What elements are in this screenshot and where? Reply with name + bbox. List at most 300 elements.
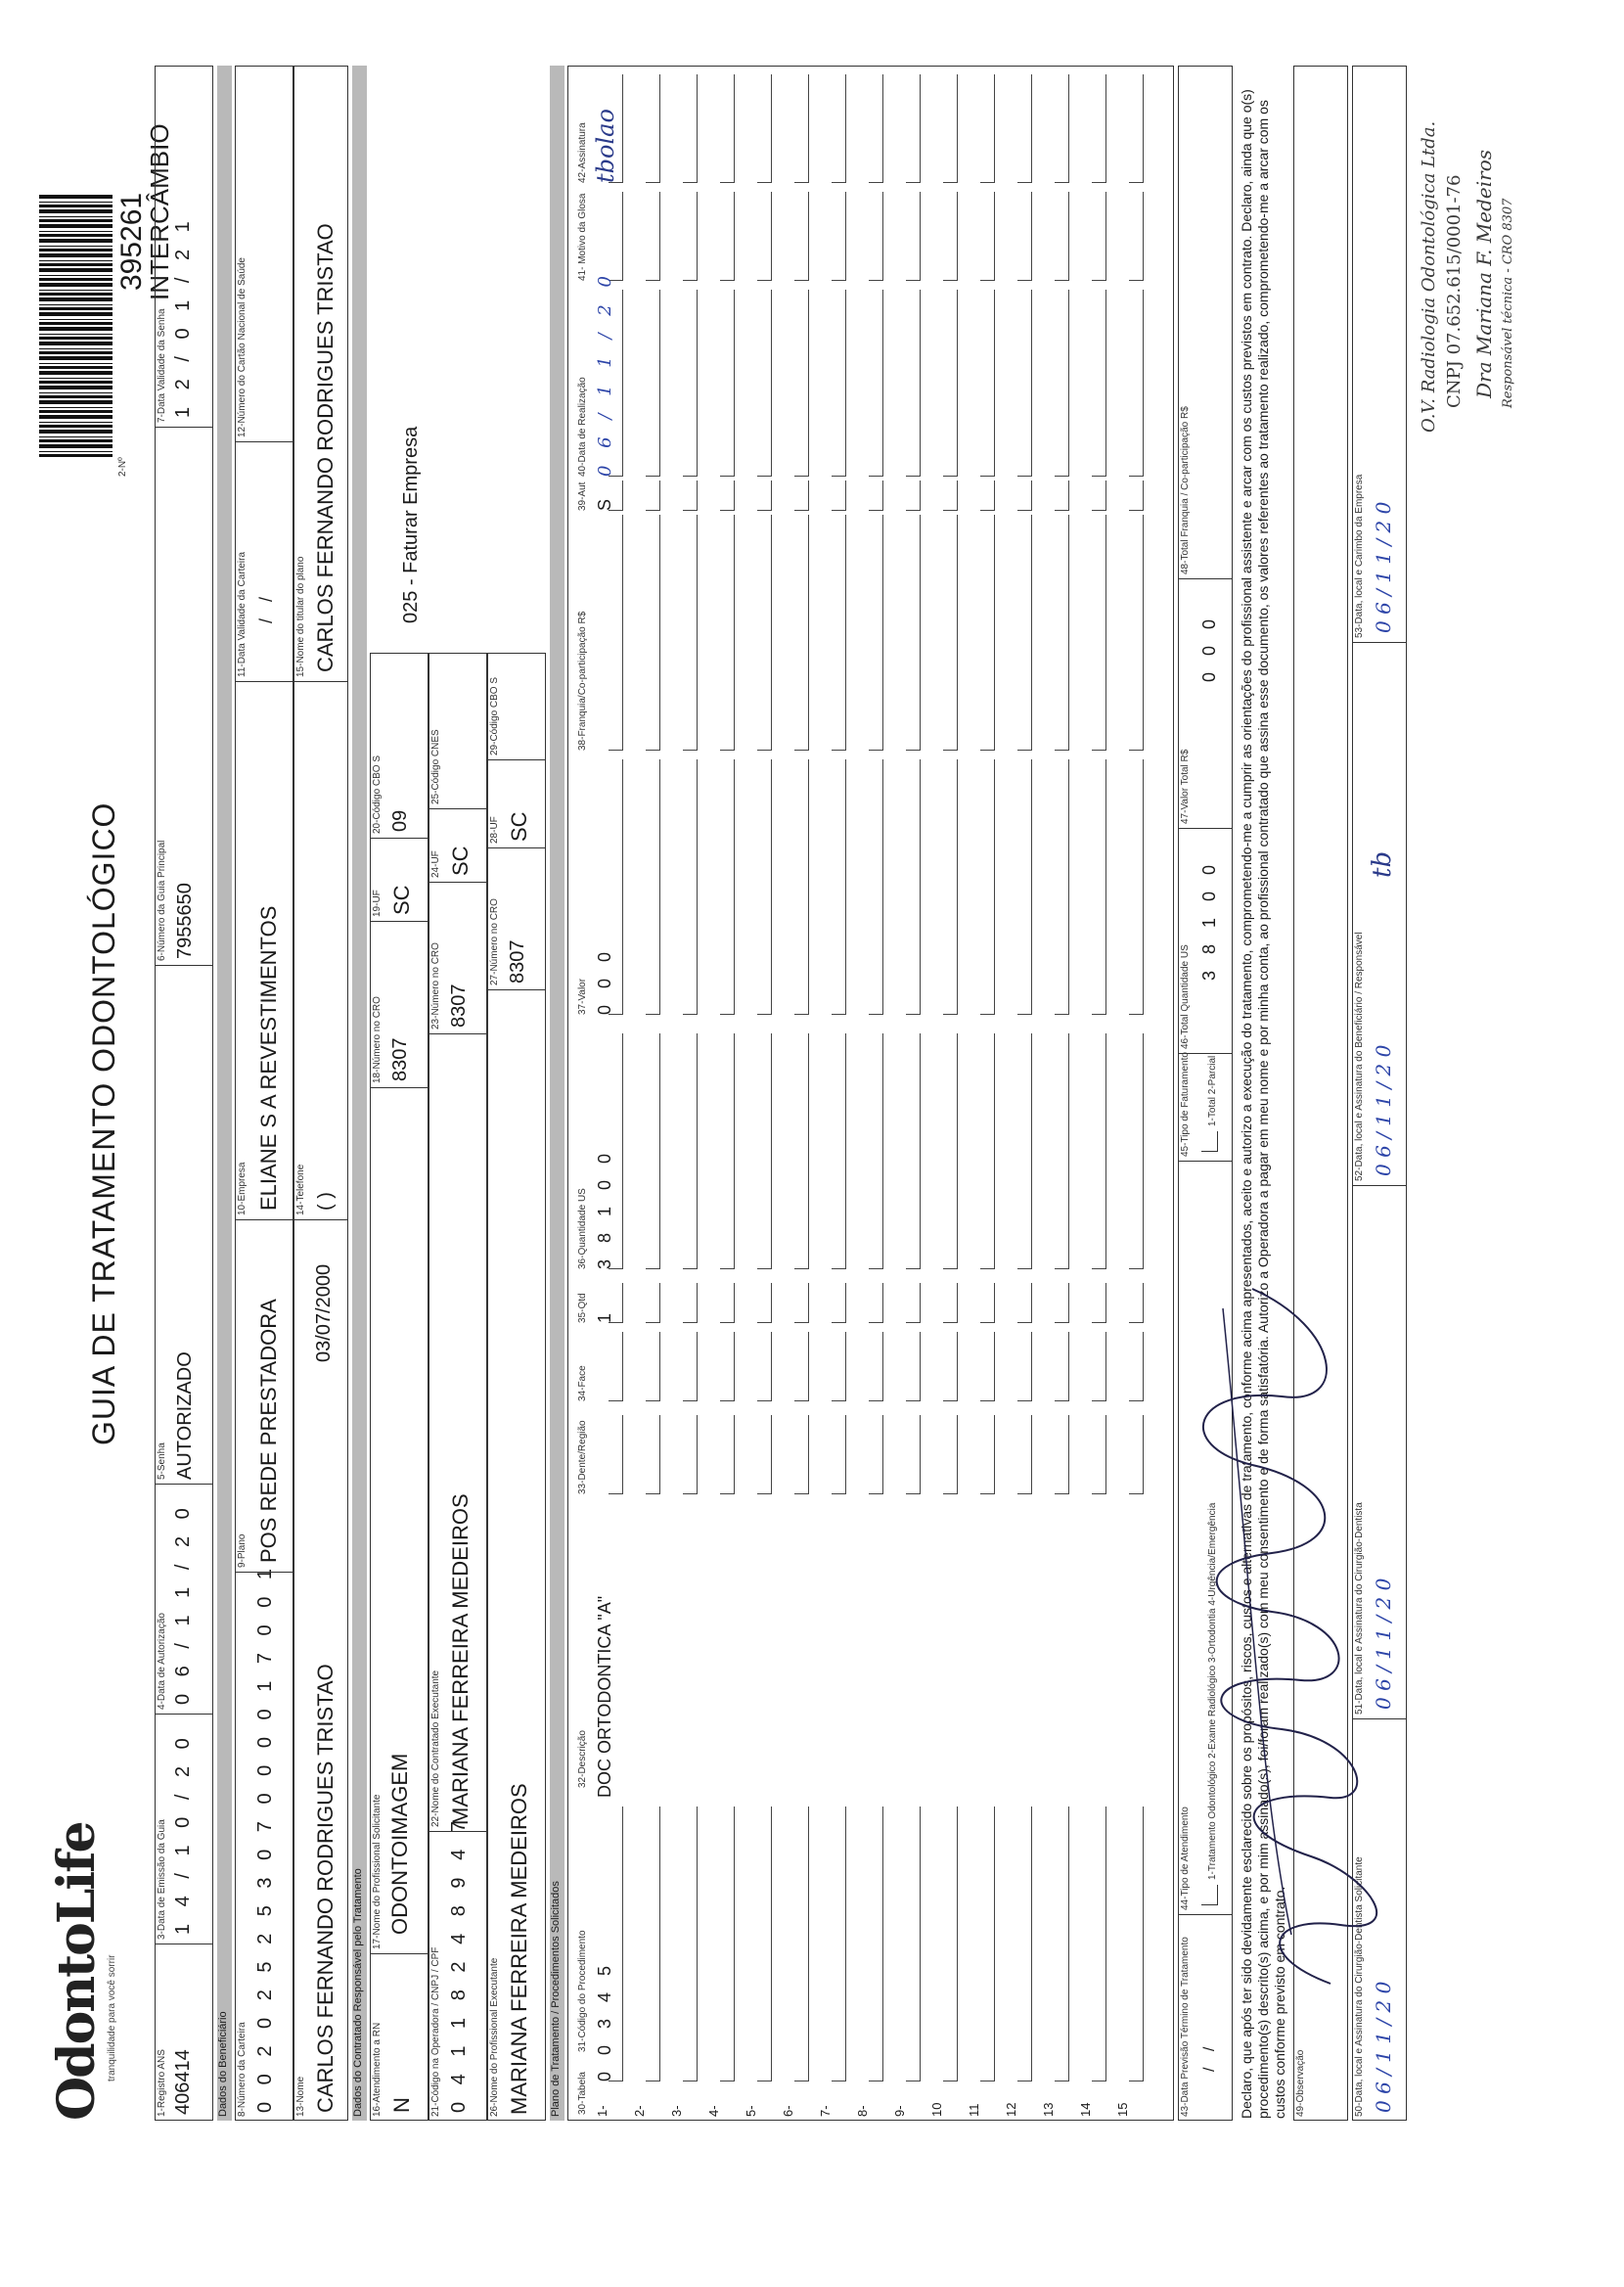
entry-cell[interactable] — [943, 192, 958, 281]
entry-cell[interactable] — [683, 1283, 698, 1323]
entry-cell[interactable] — [609, 192, 623, 281]
entry-cell[interactable] — [1129, 74, 1144, 183]
entry-cell[interactable] — [869, 290, 883, 477]
field-16-rn: N — [389, 2097, 414, 2113]
field-13-name: CARLOS FERNANDO RODRIGUES TRISTAO — [313, 1664, 338, 2113]
entry-cell[interactable] — [794, 1415, 809, 1494]
divider — [429, 1831, 487, 1832]
col-39-header: 39-Aut — [577, 481, 588, 511]
divider — [293, 1219, 348, 1220]
entry-cell[interactable] — [646, 759, 660, 1015]
row-number: 12 — [1004, 2102, 1018, 2117]
field-18-label: 18-Número no CRO — [372, 996, 383, 1083]
row-number: 11 — [967, 2103, 981, 2117]
field-8-label: 8-Número da Carteira — [237, 2022, 248, 2117]
declaration-text: Declaro, que após ter sido devidamente esclarecido sobre os propósitos, riscos, custos e alternativas de tratamento, conforme acima apresentados, aceito e autorizo a execução do tratamento, comprometendo-me a cumprir as orientações do profissional assistente e arcar com os custos previstos em contrato. Declaro, ainda que o(s) procedimento(s) descrito(s) acima, e por mim assinado(s), foi/foram realizado(s) com meu consentimento e de forma satisfatória. Autorizo a Operadora a pagar em meu nome e por minha conta, ao profissional contratado que assina esse documento, os valores referentes ao tratamento realizado, comprometendo-me a arcar com os custos conforme previsto em contrato. — [1239, 89, 1287, 2119]
entry-cell[interactable] — [1092, 1033, 1106, 1269]
entry-cell[interactable] — [720, 1283, 735, 1323]
entry-cell[interactable] — [646, 1415, 660, 1494]
field-51-date: 0 6 / 1 1 / 2 0 — [1372, 1578, 1395, 1710]
field-3-emission-date: 1 4 / 1 0 / 2 0 — [172, 1732, 194, 1935]
entry-cell[interactable] — [757, 290, 772, 477]
row-number: 7- — [818, 2105, 833, 2117]
entry-cell[interactable] — [906, 1415, 921, 1494]
field-18-cro: 8307 — [389, 1037, 411, 1081]
entry-cell[interactable] — [794, 480, 809, 511]
col-41-header: 41- Motivo da Glosa — [577, 193, 588, 281]
entry-cell[interactable] — [832, 1033, 846, 1269]
entry-cell[interactable] — [832, 74, 846, 183]
entry-cell[interactable] — [906, 74, 921, 183]
entry-cell[interactable] — [1055, 515, 1069, 751]
entry-cell[interactable] — [683, 1807, 698, 2081]
procedure-qty: 1 — [595, 1312, 614, 1323]
entry-cell[interactable] — [794, 759, 809, 1015]
entry-cell[interactable] — [906, 290, 921, 477]
company-stamp-line-1: O.V. Radiologia Odontológica Ltda. — [1419, 120, 1439, 433]
logo-tagline: tranquilidade para você sorrir — [107, 1954, 117, 2081]
entry-cell[interactable] — [757, 515, 772, 751]
entry-cell[interactable] — [832, 1807, 846, 2081]
entry-cell[interactable] — [646, 1033, 660, 1269]
row-number: 9- — [892, 2105, 907, 2117]
entry-cell[interactable] — [832, 290, 846, 477]
divider — [293, 681, 348, 682]
entry-cell[interactable] — [720, 1415, 735, 1494]
entry-cell[interactable] — [832, 480, 846, 511]
procedure-date: 0 6 / 1 1 / 2 0 — [595, 270, 615, 477]
field-28-uf: SC — [507, 811, 531, 842]
field-23-label: 23-Número no CRO — [430, 942, 441, 1029]
field-14-label: 14-Telefone — [295, 1164, 306, 1215]
col-36-header: 36-Quantidade US — [577, 1188, 588, 1269]
entry-cell[interactable] — [1055, 1283, 1069, 1323]
field-44-options: 1-Tratamento Odontológico 2-Exame Radiológico 3-Ortodontia 4-Urgência/Emergência — [1207, 1502, 1218, 1880]
entry-cell[interactable] — [1092, 74, 1106, 183]
field-43-label: 43-Data Previsão Término de Tratamento — [1180, 1937, 1191, 2117]
col-34-header: 34-Face — [577, 1365, 588, 1401]
field-22-executor-name: MARIANA FERREIRA MEDEIROS — [448, 1493, 473, 1825]
field-12-label: 12-Número do Cartão Nacional de Saúde — [237, 257, 248, 437]
entry-cell[interactable] — [943, 1807, 958, 2081]
entry-cell[interactable] — [1129, 192, 1144, 281]
entry-cell[interactable] — [832, 759, 846, 1015]
entry-cell[interactable] — [1092, 1807, 1106, 2081]
divider — [1178, 1161, 1233, 1162]
row-number: 14 — [1078, 2102, 1093, 2117]
col-30-header: 30-Tabela — [577, 2072, 588, 2115]
entry-cell[interactable] — [1017, 1807, 1032, 2081]
entry-cell[interactable] — [1092, 192, 1106, 281]
entry-cell[interactable] — [683, 515, 698, 751]
field-49-label: 49-Observação — [1295, 2049, 1306, 2117]
entry-cell[interactable] — [720, 192, 735, 281]
field-25-label: 25-Código CNES — [430, 729, 441, 804]
field-20-cbo: 09 — [389, 809, 411, 832]
entry-cell[interactable] — [1055, 1807, 1069, 2081]
entry-cell[interactable] — [757, 1807, 772, 2081]
entry-cell[interactable] — [980, 74, 995, 183]
entry-cell[interactable] — [832, 1283, 846, 1323]
entry-cell[interactable] — [609, 1332, 623, 1401]
field-27-cro: 8307 — [507, 939, 528, 983]
entry-cell[interactable] — [943, 1415, 958, 1494]
divider — [1178, 1053, 1233, 1054]
entry-cell[interactable] — [720, 290, 735, 477]
entry-cell[interactable] — [906, 1332, 921, 1401]
entry-cell[interactable] — [1129, 480, 1144, 511]
field-5-password: AUTORIZADO — [174, 1351, 196, 1480]
entry-cell[interactable] — [794, 515, 809, 751]
field-24-uf: SC — [448, 846, 473, 876]
col-33-header: 33-Dente/Região — [577, 1420, 588, 1494]
field-46-label: 46-Total Quantidade US — [1180, 944, 1191, 1049]
section-beneficiary: Dados do Beneficiário — [217, 66, 232, 2121]
entry-cell[interactable] — [646, 1807, 660, 2081]
field-9-label: 9-Plano — [237, 1533, 248, 1568]
col-35-header: 35-Qtd — [577, 1293, 588, 1323]
entry-cell[interactable] — [980, 192, 995, 281]
entry-cell[interactable] — [757, 74, 772, 183]
entry-cell[interactable] — [869, 192, 883, 281]
field-52-date: 0 6 / 1 1 / 2 0 — [1372, 1044, 1395, 1176]
entry-cell[interactable] — [683, 290, 698, 477]
entry-cell[interactable] — [683, 1332, 698, 1401]
entry-cell[interactable] — [646, 290, 660, 477]
entry-cell[interactable] — [646, 515, 660, 751]
entry-cell[interactable] — [794, 290, 809, 477]
field-5-label: 5-Senha — [157, 1442, 167, 1480]
entry-cell[interactable] — [1129, 515, 1144, 751]
field-10-company: ELIANE S A REVESTIMENTOS — [256, 905, 281, 1211]
field-19-label: 19-UF — [372, 890, 383, 917]
guide-type: INTERCÂMBIO — [145, 123, 174, 300]
divider — [1352, 1185, 1407, 1186]
entry-cell[interactable] — [720, 74, 735, 183]
entry-cell[interactable] — [869, 1807, 883, 2081]
entry-cell[interactable] — [980, 1283, 995, 1323]
field-15-label: 15-Nome do titular do plano — [295, 556, 306, 677]
field-9-plan: POS REDE PRESTADORA — [256, 1299, 281, 1563]
entry-cell[interactable] — [869, 1415, 883, 1494]
col-40-header: 40-Data de Realização — [577, 377, 588, 477]
field-16-label: 16-Atendimento a RN — [372, 2022, 383, 2117]
entry-cell[interactable] — [720, 759, 735, 1015]
logo — [47, 1822, 125, 2121]
entry-cell[interactable] — [832, 192, 846, 281]
divider — [155, 965, 213, 966]
entry-cell[interactable] — [980, 759, 995, 1015]
entry-cell[interactable] — [1017, 515, 1032, 751]
divider — [235, 441, 293, 442]
entry-cell[interactable] — [757, 1283, 772, 1323]
entry-cell[interactable] — [720, 1332, 735, 1401]
row-number: 6- — [781, 2105, 795, 2117]
field-45-options: 1-Total 2-Parcial — [1207, 1055, 1218, 1126]
entry-cell[interactable] — [794, 1332, 809, 1401]
field-10-label: 10-Empresa — [237, 1162, 248, 1215]
divider — [370, 838, 429, 839]
field-11-label: 11-Data Validade da Carteira — [237, 551, 248, 677]
entry-cell[interactable] — [943, 759, 958, 1015]
field-6-label: 6-Número da Guia Principal — [157, 840, 167, 961]
entry-cell[interactable] — [980, 1415, 995, 1494]
entry-cell[interactable] — [1092, 1415, 1106, 1494]
entry-cell[interactable] — [906, 1807, 921, 2081]
entry-cell[interactable] — [683, 1033, 698, 1269]
field-21-operator-code: 0 4 1 1 8 2 4 8 9 4 7 — [448, 1815, 470, 2113]
entry-cell[interactable] — [1017, 759, 1032, 1015]
entry-cell[interactable] — [1092, 480, 1106, 511]
divider — [370, 1953, 429, 1954]
divider — [370, 1087, 429, 1088]
field-44-label: 44-Tipo de Atendimento — [1180, 1807, 1191, 1910]
divider — [1352, 642, 1407, 643]
entry-cell[interactable] — [720, 1033, 735, 1269]
field-50-label: 50-Data, local e Assinatura do Cirurgião-Dentista Solicitante — [1354, 1856, 1365, 2117]
entry-cell[interactable] — [832, 1332, 846, 1401]
field-27-label: 27-Número no CRO — [489, 898, 500, 985]
entry-cell[interactable] — [1092, 515, 1106, 751]
entry-cell[interactable] — [980, 515, 995, 751]
divider — [487, 989, 546, 990]
entry-cell[interactable] — [720, 1807, 735, 2081]
field-47-total-value: 0 0 0 — [1199, 613, 1219, 682]
entry-cell[interactable] — [1092, 1332, 1106, 1401]
entry-cell[interactable] — [1092, 1283, 1106, 1323]
page-title: GUIA DE TRATAMENTO ODONTOLÓGICO — [86, 801, 121, 1445]
field-13-label: 13-Nome — [295, 2076, 306, 2117]
entry-cell[interactable] — [794, 1283, 809, 1323]
entry-cell[interactable] — [646, 74, 660, 183]
entry-cell[interactable] — [757, 192, 772, 281]
field-45-checkbox[interactable] — [1201, 1131, 1218, 1152]
entry-cell[interactable] — [869, 1033, 883, 1269]
entry-cell[interactable] — [1017, 192, 1032, 281]
entry-cell[interactable] — [1055, 290, 1069, 477]
entry-cell[interactable] — [832, 515, 846, 751]
entry-cell[interactable] — [943, 290, 958, 477]
row-number: 13 — [1041, 2102, 1056, 2117]
entry-cell[interactable] — [943, 1283, 958, 1323]
col-32-header: 32-Descrição — [577, 1730, 588, 1788]
company-stamp-line-4: Responsável técnica - CRO 8307 — [1501, 198, 1515, 408]
entry-cell[interactable] — [1017, 1415, 1032, 1494]
field-7-password-validity: 1 2 / 0 1 / 2 1 — [172, 215, 194, 418]
row-number: 15 — [1115, 2102, 1130, 2117]
field-1-ans: 406414 — [172, 2049, 194, 2115]
entry-cell[interactable] — [794, 74, 809, 183]
entry-cell[interactable] — [1055, 480, 1069, 511]
entry-cell[interactable] — [609, 1415, 623, 1494]
entry-cell[interactable] — [1092, 759, 1106, 1015]
field-14-phone: ( ) — [315, 1192, 337, 1211]
field-7-label: 7-Data Validade da Senha — [157, 308, 167, 423]
field-29-label: 29-Código CBO S — [489, 676, 500, 755]
entry-cell[interactable] — [757, 480, 772, 511]
divider — [429, 808, 487, 809]
entry-cell[interactable] — [646, 480, 660, 511]
field-51-label: 51-Data, local e Assinatura do Cirurgião-Dentista — [1354, 1502, 1365, 1715]
procedure-description: DOC ORTODONTICA "A" — [595, 1595, 614, 1798]
entry-cell[interactable] — [683, 759, 698, 1015]
entry-cell[interactable] — [869, 759, 883, 1015]
entry-cell[interactable] — [980, 290, 995, 477]
entry-cell[interactable] — [869, 1283, 883, 1323]
entry-cell[interactable] — [683, 74, 698, 183]
divider — [235, 681, 293, 682]
field-4-label: 4-Data de Autorização — [157, 1613, 167, 1710]
entry-cell[interactable] — [646, 192, 660, 281]
entry-cell[interactable] — [943, 74, 958, 183]
field-11-card-validity: / / — [256, 590, 276, 623]
row-number: 3- — [669, 2105, 684, 2117]
entry-cell[interactable] — [1017, 290, 1032, 477]
patient-signature — [1135, 1230, 1389, 1993]
beneficiary-initials: tb — [1368, 850, 1397, 878]
divider — [155, 427, 213, 428]
field-24-label: 24-UF — [430, 850, 441, 878]
entry-cell[interactable] — [757, 759, 772, 1015]
entry-cell[interactable] — [683, 1415, 698, 1494]
entry-cell[interactable] — [869, 74, 883, 183]
divider — [235, 1572, 293, 1573]
entry-cell[interactable] — [906, 192, 921, 281]
entry-cell[interactable] — [980, 1807, 995, 2081]
entry-cell[interactable] — [683, 192, 698, 281]
logo-text: OdontoLife — [47, 1822, 107, 2121]
col-31-header: 31-Código do Procedimento — [577, 1930, 588, 2052]
entry-cell[interactable] — [646, 1332, 660, 1401]
divider — [370, 921, 429, 922]
entry-cell[interactable] — [1055, 192, 1069, 281]
entry-cell[interactable] — [943, 1332, 958, 1401]
procedure-us: 3 8 1 0 0 — [595, 1147, 614, 1269]
entry-cell[interactable] — [906, 1033, 921, 1269]
row-number: 1- — [595, 2105, 609, 2117]
entry-cell[interactable] — [1055, 1033, 1069, 1269]
entry-cell[interactable] — [757, 1033, 772, 1269]
divider — [487, 759, 546, 760]
entry-cell[interactable] — [832, 1415, 846, 1494]
guide-number: 395261 — [115, 192, 148, 291]
field-47-label: 47-Valor Total R$ — [1180, 749, 1191, 824]
field-50-date: 0 6 / 1 1 / 2 0 — [1372, 1981, 1395, 2113]
entry-cell[interactable] — [906, 759, 921, 1015]
entry-cell[interactable] — [1055, 1415, 1069, 1494]
entry-cell[interactable] — [1017, 1283, 1032, 1323]
entry-cell[interactable] — [757, 1415, 772, 1494]
entry-cell[interactable] — [869, 480, 883, 511]
field-45-label: 45-Tipo de Faturamento — [1180, 1052, 1191, 1157]
field-20-label: 20-Código CBO S — [372, 755, 383, 834]
divider — [235, 1219, 293, 1220]
row-number: 8- — [855, 2105, 870, 2117]
divider — [155, 1714, 213, 1715]
entry-cell[interactable] — [683, 480, 698, 511]
row-number: 2- — [632, 2105, 647, 2117]
entry-cell[interactable] — [1017, 480, 1032, 511]
entry-cell[interactable] — [1055, 759, 1069, 1015]
entry-cell[interactable] — [980, 1033, 995, 1269]
entry-cell[interactable] — [906, 480, 921, 511]
entry-cell[interactable] — [1129, 290, 1144, 477]
field-6-main-guide: 7955650 — [174, 883, 196, 959]
entry-cell[interactable] — [906, 515, 921, 751]
entry-cell[interactable] — [1129, 759, 1144, 1015]
field-15-holder-name: CARLOS FERNANDO RODRIGUES TRISTAO — [313, 223, 338, 672]
entry-cell[interactable] — [1055, 1332, 1069, 1401]
entry-cell[interactable] — [794, 1033, 809, 1269]
entry-cell[interactable] — [794, 1807, 809, 2081]
procedure-aut: S — [595, 498, 614, 511]
col-37-header: 37-Valor — [577, 978, 588, 1015]
entry-cell[interactable] — [646, 1283, 660, 1323]
entry-cell[interactable] — [1017, 1033, 1032, 1269]
entry-cell[interactable] — [943, 1033, 958, 1269]
section-procedures: Plano de Tratamento / Procedimentos Solicitados — [550, 66, 564, 2121]
col-42-header: 42-Assinatura — [577, 122, 588, 183]
entry-cell[interactable] — [609, 515, 623, 751]
company-stamp-line-2: CNPJ 07.652.615/0001-76 — [1444, 174, 1465, 408]
field-13-birth-date: 03/07/2000 — [313, 1263, 335, 1362]
procedure-value: 0 0 0 — [595, 945, 614, 1015]
entry-cell[interactable] — [1055, 74, 1069, 183]
guide-number-label: 2-Nº — [117, 457, 128, 477]
entry-cell[interactable] — [906, 1283, 921, 1323]
divider — [429, 1033, 487, 1034]
entry-cell[interactable] — [757, 1332, 772, 1401]
field-26-professional-name: MARIANA FERREIRA MEDEIROS — [507, 1783, 531, 2115]
entry-cell[interactable] — [1017, 74, 1032, 183]
entry-cell[interactable] — [869, 515, 883, 751]
entry-cell[interactable] — [720, 480, 735, 511]
field-19-uf: SC — [389, 885, 414, 915]
procedure-code: 0 0 3 4 5 — [595, 1959, 614, 2081]
field-17-requester-name: ODONTOIMAGEM — [387, 1753, 412, 1935]
entry-cell[interactable] — [1092, 290, 1106, 477]
field-8-card-number: 0 0 2 0 2 5 2 5 3 0 7 0 0 0 0 1 7 0 0 1 — [254, 1562, 276, 2113]
entry-cell[interactable] — [980, 480, 995, 511]
row-number: 10 — [929, 2102, 944, 2117]
field-17-label: 17-Nome do Profissional Solicitante — [372, 1794, 383, 1949]
divider — [1178, 828, 1233, 829]
entry-cell[interactable] — [794, 192, 809, 281]
section-contracted: Dados do Contratado Responsável pelo Tratamento — [352, 66, 367, 2121]
divider — [1178, 578, 1233, 579]
field-28-label: 28-UF — [489, 816, 500, 844]
field-3-label: 3-Data de Emissão da Guia — [157, 1819, 167, 1940]
field-53-date: 0 6 / 1 1 / 2 0 — [1372, 501, 1395, 633]
entry-cell[interactable] — [943, 515, 958, 751]
entry-cell[interactable] — [869, 1332, 883, 1401]
entry-cell[interactable] — [980, 1332, 995, 1401]
field-20-billing-note: 025 - Faturar Empresa — [400, 426, 422, 623]
entry-cell[interactable] — [1017, 1332, 1032, 1401]
field-26-label: 26-Nome do Profissional Executante — [489, 1957, 500, 2117]
row-number: 4- — [706, 2105, 721, 2117]
divider — [487, 847, 546, 848]
field-1-label: 1-Registro ANS — [157, 2049, 167, 2117]
divider — [155, 1484, 213, 1485]
field-52-label: 52-Data, local e Assinatura do Beneficiário / Responsável — [1354, 932, 1365, 1181]
field-53-label: 53-Data, local e Carimbo da Empresa — [1354, 474, 1365, 638]
col-38-header: 38-Franquia/Co-participação R$ — [577, 611, 588, 751]
field-23-cro: 8307 — [448, 983, 470, 1028]
entry-cell[interactable] — [720, 515, 735, 751]
entry-cell[interactable] — [943, 480, 958, 511]
field-21-label: 21-Código na Operadora / CNPJ / CPF — [430, 1946, 441, 2117]
